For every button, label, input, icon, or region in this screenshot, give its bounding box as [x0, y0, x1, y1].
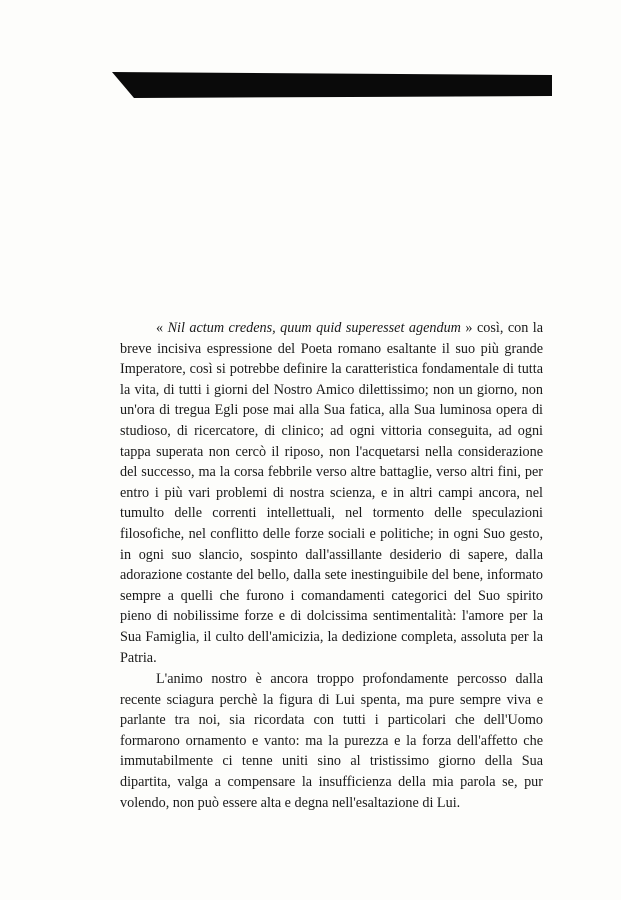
quote-close-mark: » [465, 320, 473, 336]
mourning-band [112, 72, 552, 98]
latin-quote: Nil actum credens, quum quid superesset agendum [167, 320, 461, 336]
quote-open-mark: « [156, 320, 164, 336]
paragraph-2: L'animo nostro è ancora troppo profondamente percosso dalla recente sciagura perchè la figura di Lui spenta, ma pure sempre viva e parlante tra noi, sia ricordata con tutti i particolari che dell'Uomo formarono ornamento e vanto: ma la purezza e la forza dell'affetto che immutabilmente ci tenne uniti sino al tristissimo giorno della Sua dipartita, valga a compensare la insufficienza della mia parola se, pur volendo, non può essere alta e degna nell'esaltazione di Lui. [120, 671, 543, 811]
paragraph-1 [120, 318, 543, 668]
paragraph-1-text: così, con la breve incisiva espressione del Poeta romano esaltante il suo più grande Imperatore, così si potrebbe definire la caratteristica fondamentale di tutta la vita, di tutti i giorni del Nostro Amico dilettissimo; non un giorno, non un'ora di tregua Egli pose mai alla Sua fatica, alla Sua luminosa opera di studioso, di ricercatore, di clinico; ad ogni vittoria conseguita, ad ogni tappa superata non cercò il riposo, non l'acquetarsi nella considerazione del successo, ma la corsa febbrile verso altre battaglie, verso altri fini, per entro i più vari problemi di nostra scienza, e in altri campi ancora, nel tumulto delle correnti intellettuali, nel tormento delle speculazioni filosofiche, nel conflitto delle forze sociali e politiche; in ogni Suo gesto, in ogni suo slancio, sospinto dall'assillante desiderio di sapere, dalla adorazione costante del bello, dalla sete inestinguibile del bene, informato sempre a quelli che furono i comandamenti categorici del Suo spirito pieno di nobilissime forze e di dolcissima sentimentalità: l'amore per la Sua Famiglia, il culto dell'amicizia, la dedizione completa, assoluta per la Patria. [120, 320, 544, 666]
body-text [120, 318, 543, 813]
